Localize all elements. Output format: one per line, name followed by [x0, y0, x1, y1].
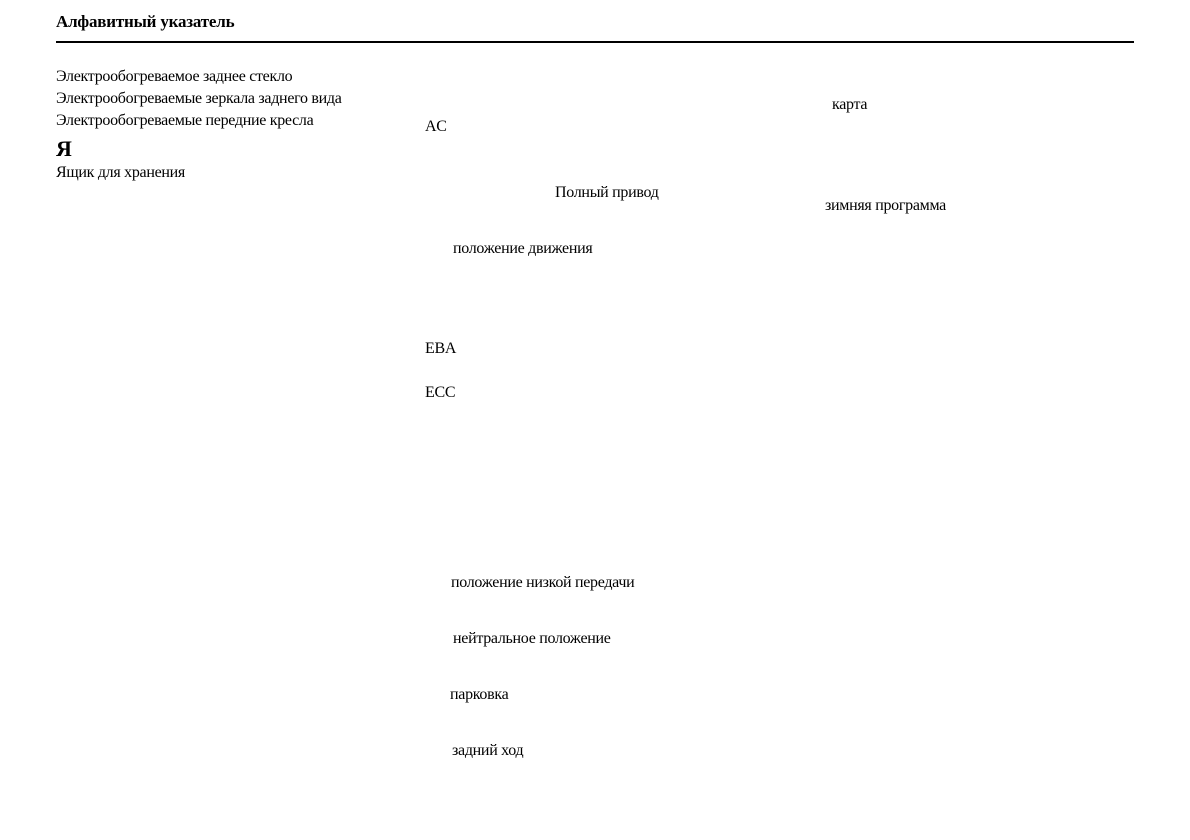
header-divider [56, 41, 1134, 43]
index-entry-heated-front-seats: Электрообогреваемые передние кресла [56, 112, 314, 129]
index-subentry-map: карта [832, 96, 868, 113]
page-title: Алфавитный указатель [56, 12, 235, 31]
index-letter-heading: Я [56, 136, 72, 161]
index-entry-eba: EBA [425, 340, 457, 357]
index-subentry-neutral: нейтральное положение [453, 630, 611, 647]
index-entry-ecc: ECC [425, 384, 456, 401]
index-subentry-parking: парковка [450, 686, 509, 703]
index-entry-heated-rear-window: Электрообогреваемое заднее стекло [56, 68, 293, 85]
index-column-left [56, 66, 366, 184]
index-entry-storage-box: Ящик для хранения [56, 164, 185, 181]
index-entry-ac: AC [425, 118, 447, 135]
index-entry-heated-mirrors: Электрообогреваемые зеркала заднего вида [56, 90, 342, 107]
index-entry-full-drive: Полный привод [555, 184, 659, 201]
index-subentry-low-gear: положение низкой передачи [451, 574, 635, 591]
index-subentry-winter-program: зимняя программа [825, 197, 946, 214]
index-subentry-reverse: задний ход [452, 742, 524, 759]
index-subentry-drive-position: положение движения [453, 240, 593, 257]
